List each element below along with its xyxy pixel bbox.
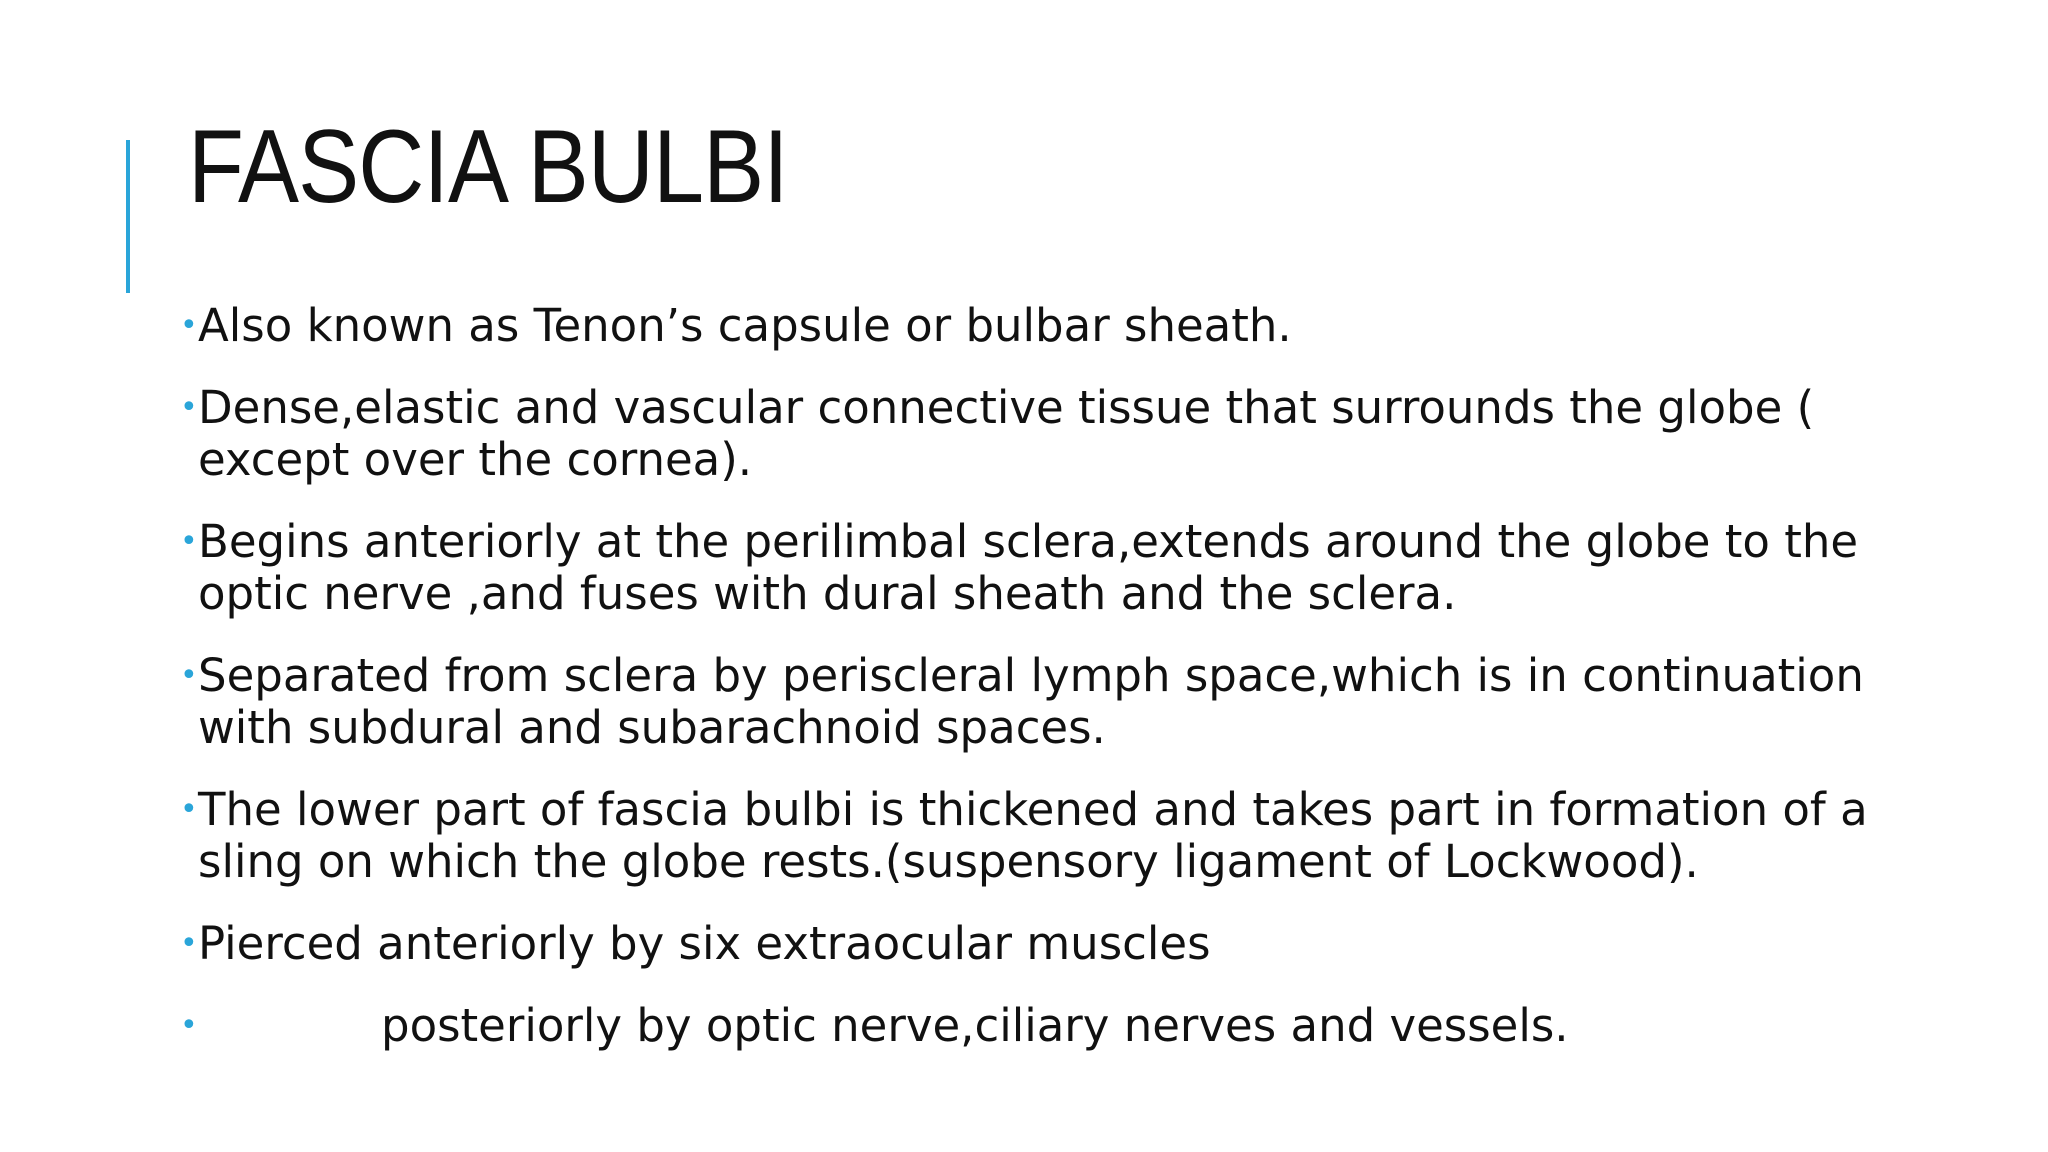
title-accent-bar [126, 140, 130, 293]
bullet-item [180, 300, 1880, 352]
bullet-list [180, 300, 1880, 1082]
slide-title: FASCIA BULBI [188, 109, 788, 225]
bullet-dot-icon: • [180, 524, 198, 559]
bullet-dot-icon: • [180, 1008, 198, 1043]
bullet-item [180, 382, 1880, 486]
bullet-dot-icon: • [180, 926, 198, 961]
bullet-dot-icon: • [180, 308, 198, 343]
bullet-text: Pierced anteriorly by six extraocular muscles [198, 917, 1211, 970]
bullet-item [180, 784, 1880, 888]
bullet-dot-icon: • [180, 792, 198, 827]
bullet-text: The lower part of fascia bulbi is thickened and takes part in formation of a sling on which the globe rests.(suspensory ligament of Lockwood). [198, 783, 1868, 888]
bullet-dot-icon: • [180, 390, 198, 425]
bullet-text: Separated from sclera by periscleral lymph space,which is in continuation with subdural and subarachnoid spaces. [198, 649, 1864, 754]
bullet-text: Begins anteriorly at the perilimbal sclera,extends around the globe to the optic nerve ,and fuses with dural sheath and the sclera. [198, 515, 1859, 620]
bullet-text: posteriorly by optic nerve,ciliary nerves and vessels. [381, 999, 1569, 1052]
bullet-text: Also known as Tenon’s capsule or bulbar sheath. [198, 299, 1292, 352]
bullet-item [180, 1000, 1880, 1052]
bullet-item [180, 650, 1880, 754]
bullet-item [180, 516, 1880, 620]
bullet-text: Dense,elastic and vascular connective tissue that surrounds the globe ( except over the cornea). [198, 381, 1815, 486]
bullet-item [180, 918, 1880, 970]
bullet-dot-icon: • [180, 658, 198, 693]
